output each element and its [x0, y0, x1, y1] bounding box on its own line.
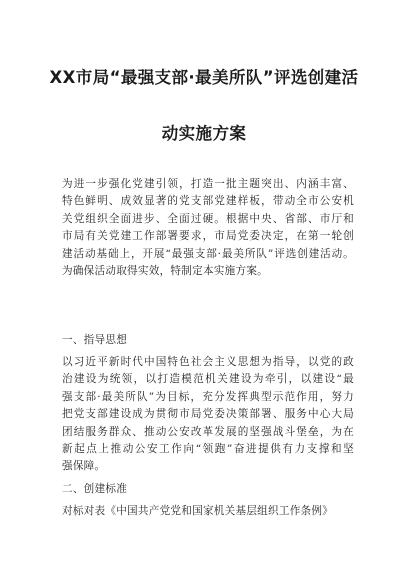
- paragraph-line: 对标对表《中国共产党党和国家机关基层组织工作条例》: [62, 505, 334, 517]
- paragraph-line: 为进一步强化党建引领，打造一批主题突出、内涵丰富、: [62, 178, 354, 190]
- paragraph-line: 特色鲜明、成效显著的党支部党建样板，带动全市公安机: [62, 195, 354, 208]
- paragraph-line: 建活动基础上，开展“最强支部·最美所队”评选创建活动。: [62, 247, 354, 260]
- section-heading-guiding-ideology: 一、指导思想: [62, 334, 128, 346]
- paragraph-line: 关党组织全面进步、全面过硬。根据中央、省部、市厅和: [62, 212, 354, 225]
- document-title-line-1: XX市局“最强支部·最美所队”评选创建活: [49, 68, 359, 87]
- paragraph-line: 治建设为统领，以打造模范机关建设为牵引，以建设“最: [62, 373, 354, 386]
- paragraph-intro: [62, 176, 354, 280]
- paragraph-creation-standards: [62, 503, 354, 520]
- paragraph-line: 把党支部建设成为贯彻市局党委决策部署、服务中心大局: [62, 408, 354, 421]
- paragraph-line: 新起点上推动公安工作向“领跑”奋进提供有力支撑和坚: [62, 442, 354, 455]
- paragraph-line: 团结服务群众、推动公安改革发展的坚强战斗堡垒，为在: [62, 425, 354, 438]
- paragraph-line: 强保障。: [62, 460, 106, 473]
- paragraph-guiding-ideology: [62, 354, 354, 476]
- paragraph-line: 以习近平新时代中国特色社会主义思想为指导，以党的政: [62, 356, 354, 368]
- paragraph-line: 市局有关党建工作部署要求，市局党委决定，在第一轮创: [62, 230, 354, 243]
- paragraph-line: 为确保活动取得实效，特制定本实施方案。: [62, 264, 269, 277]
- paragraph-line: 强支部·最美所队”为目标，充分发挥典型示范作用，努力: [62, 390, 354, 403]
- section-heading-creation-standards: 二、创建标准: [62, 483, 128, 495]
- document-title-line-2: 动实施方案: [161, 124, 247, 143]
